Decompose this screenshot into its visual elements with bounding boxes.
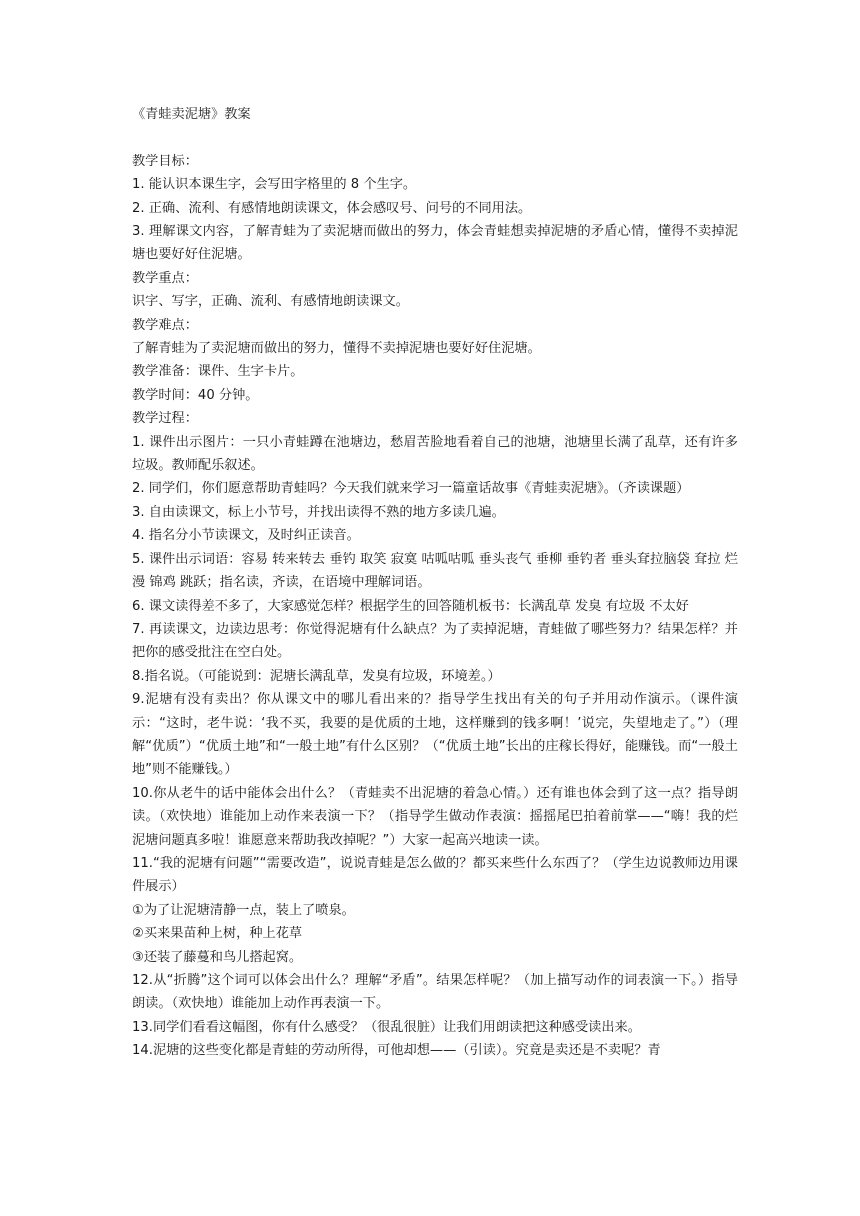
sub-item-3: ③还装了藤蔓和鸟儿搭起窝。 xyxy=(132,949,303,965)
process-step-13: 13.同学们看看这幅图，你有什么感受？（很乱很脏）让我们用朗读把这种感受读出来。 xyxy=(132,1019,641,1035)
process-step-4: 4. 指名分小节读课文，及时纠正读音。 xyxy=(132,528,360,544)
document-body xyxy=(132,150,738,1063)
section-heading-process: 教学过程： xyxy=(132,411,198,427)
process-step-10: 10.你从老牛的话中能体会出什么？（青蛙卖不出泥塘的着急心情。）还有谁也体会到了这一点？指导朗读。（欢快地）谁能加上动作来表演一下？（指导学生做动作表演：摇摇尾巴拍着前掌——“嗨！我的烂泥塘问题真多啦！谁愿意来帮助我改掉呢？”）大家一起高兴地读一读。 xyxy=(132,785,738,848)
process-step-3: 3. 自由读课文，标上小节号，并找出读得不熟的地方多读几遍。 xyxy=(132,504,505,520)
goal-item-3: 3. 理解课文内容，了解青蛙为了卖泥塘而做出的努力，体会青蛙想卖掉泥塘的矛盾心情，懂得不卖掉泥塘也要好好住泥塘。 xyxy=(132,224,738,263)
sub-item-1: ①为了让泥塘清静一点，装上了喷泉。 xyxy=(132,902,355,918)
process-step-9: 9.泥塘有没有卖出？你从课文中的哪儿看出来的？指导学生找出有关的句子并用动作演示。（课件演示：“这时，老牛说：‘我不买，我要的是优质的土地，这样赚到的钱多啊！’说完，失望地走了。”）（理解“优质”）“优质土地”和“一般土地”有什么区别？（“优质土地”长出的庄稼长得好，能赚钱。而“一般土地”则不能赚钱。） xyxy=(132,692,738,778)
process-step-8: 8.指名说。（可能说到：泥塘长满乱草，发臭有垃圾，环境差。） xyxy=(132,668,501,684)
process-step-7: 7. 再读课文，边读边思考：你觉得泥塘有什么缺点？为了卖掉泥塘，青蛙做了哪些努力？结果怎样？并把你的感受批注在空白处。 xyxy=(132,621,738,661)
document-title: 《青蛙卖泥塘》教案 xyxy=(132,107,251,122)
goal-item-1: 1. 能认识本课生字，会写田字格里的 8 个生字。 xyxy=(132,177,417,193)
sub-item-2: ②买来果苗种上树，种上花草 xyxy=(132,926,303,942)
process-step-1: 1. 课件出示图片：一只小青蛙蹲在池塘边，愁眉苦脸地看着自己的池塘，池塘里长满了乱草，还有许多垃圾。教师配乐叙述。 xyxy=(132,434,738,474)
process-step-11: 11.“我的泥塘有问题”“需要改造”，说说青蛙是怎么做的？都买来些什么东西了？（学生边说教师边用课件展示） xyxy=(132,855,738,895)
blank-line xyxy=(132,126,738,149)
process-step-14: 14.泥塘的这些变化都是青蛙的劳动所得，可他却想——（引读）。究竟是卖还是不卖呢？青 xyxy=(132,1043,661,1059)
key-points-text: 识字、写字，正确、流利、有感情地朗读课文。 xyxy=(132,294,409,310)
duration-text: 教学时间：40 分钟。 xyxy=(132,387,259,403)
section-heading-key-points: 教学重点： xyxy=(132,270,198,286)
difficulties-text: 了解青蛙为了卖泥塘而做出的努力，懂得不卖掉泥塘也要好好住泥塘。 xyxy=(132,341,541,357)
preparation-text: 教学准备：课件、生字卡片。 xyxy=(132,364,304,380)
process-step-12: 12.从“折腾”这个词可以体会出什么？理解“矛盾”。结果怎样呢？（加上描写动作的词表演一下。）指导朗读。（欢快地）谁能加上动作再表演一下。 xyxy=(132,973,738,1012)
section-heading-goals: 教学目标： xyxy=(132,153,198,169)
document-page xyxy=(132,103,738,1063)
process-step-5: 5. 课件出示词语：容易 转来转去 垂钓 取笑 寂寞 咕呱咕呱 垂头丧气 垂柳 垂钓者 垂头耷拉脑袋 耷拉 烂漫 锦鸡 跳跃；指名读，齐读，在语境中理解词语。 xyxy=(132,551,738,591)
process-step-2: 2. 同学们，你们愿意帮助青蛙吗？今天我们就来学习一篇童话故事《青蛙卖泥塘》。（齐读课题） xyxy=(132,481,690,497)
goal-item-2: 2. 正确、流利、有感情地朗读课文，体会感叹号、问号的不同用法。 xyxy=(132,200,532,216)
process-step-6: 6. 课文读得差不多了，大家感觉怎样？根据学生的回答随机板书：长满乱草 发臭 有垃圾 不太好 xyxy=(132,598,689,614)
section-heading-difficulties: 教学难点： xyxy=(132,317,198,333)
